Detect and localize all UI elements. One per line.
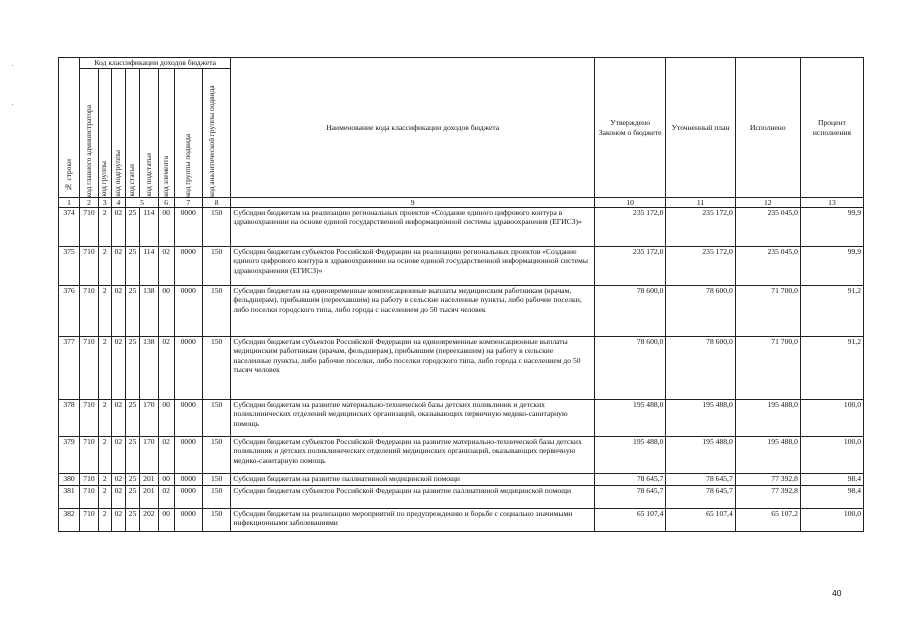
subtype-group-code-cell: 0000 — [174, 286, 202, 337]
admin-code-cell: 710 — [80, 437, 99, 474]
subgroup-code-cell: 02 — [111, 486, 126, 509]
refined-amount-cell: 195 488,0 — [666, 437, 735, 474]
article-code-cell: 25 — [126, 337, 140, 400]
subgroup-code-cell: 02 — [111, 208, 126, 247]
header-element-code: код элемента — [158, 69, 174, 198]
column-number: 9 — [231, 198, 595, 208]
analytic-group-code-cell: 150 — [202, 400, 230, 437]
executed-amount-cell: 71 700,0 — [735, 286, 800, 337]
revenue-name-cell: Субсидии бюджетам на развитие паллиативной медицинской помощи — [231, 474, 595, 486]
header-group-code: код группы — [98, 69, 111, 198]
element-code-cell: 02 — [158, 247, 174, 286]
column-number-row — [59, 198, 864, 208]
element-code-cell: 02 — [158, 486, 174, 509]
execution-percent-cell: 100,0 — [800, 400, 863, 437]
subarticle-code-cell: 138 — [139, 286, 158, 337]
column-number: 3 — [98, 198, 111, 208]
article-code-cell: 25 — [126, 400, 140, 437]
table-row — [59, 337, 864, 400]
revenue-name-cell: Субсидии бюджетам субъектов Российской Федерации на развитие материально-технической базы детских поликлиник и детских поликлинических отделений медицинских организаций, оказывающих первичную медико-санитарную помощь — [231, 437, 595, 474]
group-code-cell: 2 — [98, 337, 111, 400]
execution-percent-cell: 100,0 — [800, 437, 863, 474]
group-code-cell: 2 — [98, 208, 111, 247]
approved-amount-cell: 195 488,0 — [594, 437, 665, 474]
refined-amount-cell: 78 600,0 — [666, 337, 735, 400]
execution-percent-cell: 98,4 — [800, 486, 863, 509]
approved-amount-cell: 195 488,0 — [594, 400, 665, 437]
row-number-cell: 374 — [59, 208, 80, 247]
header-approved: Утверждено Законом о бюджете — [594, 58, 665, 198]
article-code-cell: 25 — [126, 509, 140, 532]
article-code-cell: 25 — [126, 437, 140, 474]
table-row — [59, 509, 864, 532]
column-number: 5 — [126, 198, 159, 208]
subarticle-code-cell: 201 — [139, 474, 158, 486]
revenue-name-cell: Субсидии бюджетам на единовременные компенсационные выплаты медицинским работникам (врачам, фельдшерам), прибывшим (переехавшим) на работу в сельские населенные пункты, либо рабочие поселки, либо поселки городского типа, либо города с населением до 50 тысяч человек — [231, 286, 595, 337]
subgroup-code-cell: 02 — [111, 286, 126, 337]
admin-code-cell: 710 — [80, 208, 99, 247]
refined-amount-cell: 195 488,0 — [666, 400, 735, 437]
approved-amount-cell: 78 645,7 — [594, 486, 665, 509]
admin-code-cell: 710 — [80, 286, 99, 337]
row-number-cell: 382 — [59, 509, 80, 532]
table-row — [59, 247, 864, 286]
subtype-group-code-cell: 0000 — [174, 437, 202, 474]
header-article-code: код статьи — [126, 69, 140, 198]
subarticle-code-cell: 114 — [139, 247, 158, 286]
budget-revenue-table — [58, 57, 864, 532]
column-number: 1 — [59, 198, 80, 208]
approved-amount-cell: 78 600,0 — [594, 337, 665, 400]
article-code-cell: 25 — [126, 247, 140, 286]
subarticle-code-cell: 170 — [139, 437, 158, 474]
element-code-cell: 02 — [158, 437, 174, 474]
analytic-group-code-cell: 150 — [202, 474, 230, 486]
subarticle-code-cell: 114 — [139, 208, 158, 247]
subarticle-code-cell: 138 — [139, 337, 158, 400]
header-refined: Уточненный план — [666, 58, 735, 198]
refined-amount-cell: 78 600,0 — [666, 286, 735, 337]
subarticle-code-cell: 202 — [139, 509, 158, 532]
execution-percent-cell: 91,2 — [800, 337, 863, 400]
subgroup-code-cell: 02 — [111, 437, 126, 474]
revenue-name-cell: Субсидии бюджетам субъектов Российской Федерации на развитие паллиативной медицинской помощи — [231, 486, 595, 509]
executed-amount-cell: 77 392,8 — [735, 474, 800, 486]
subtype-group-code-cell: 0000 — [174, 247, 202, 286]
executed-amount-cell: 235 045,0 — [735, 247, 800, 286]
subtype-group-code-cell: 0000 — [174, 486, 202, 509]
refined-amount-cell: 65 107,4 — [666, 509, 735, 532]
header-classification-group: Код классификации доходов бюджета — [80, 58, 231, 69]
subarticle-code-cell: 201 — [139, 486, 158, 509]
revenue-name-cell: Субсидии бюджетам на реализацию мероприятий по предупреждению и борьбе с социально значимыми инфекционными заболеваниями — [231, 509, 595, 532]
table-row — [59, 437, 864, 474]
admin-code-cell: 710 — [80, 400, 99, 437]
execution-percent-cell: 100,0 — [800, 509, 863, 532]
header-subgroup-code: код подгруппы — [111, 69, 126, 198]
group-code-cell: 2 — [98, 247, 111, 286]
admin-code-cell: 710 — [80, 474, 99, 486]
executed-amount-cell: 65 107,2 — [735, 509, 800, 532]
row-number-cell: 378 — [59, 400, 80, 437]
column-number: 10 — [594, 198, 665, 208]
row-number-cell: 375 — [59, 247, 80, 286]
column-number: 7 — [174, 198, 202, 208]
group-code-cell: 2 — [98, 437, 111, 474]
execution-percent-cell: 98,4 — [800, 474, 863, 486]
subgroup-code-cell: 02 — [111, 400, 126, 437]
executed-amount-cell: 195 488,0 — [735, 400, 800, 437]
group-code-cell: 2 — [98, 509, 111, 532]
subgroup-code-cell: 02 — [111, 509, 126, 532]
admin-code-cell: 710 — [80, 337, 99, 400]
group-code-cell: 2 — [98, 486, 111, 509]
table-row — [59, 208, 864, 247]
element-code-cell: 00 — [158, 208, 174, 247]
execution-percent-cell: 91,2 — [800, 286, 863, 337]
article-code-cell: 25 — [126, 474, 140, 486]
executed-amount-cell: 195 488,0 — [735, 437, 800, 474]
subtype-group-code-cell: 0000 — [174, 509, 202, 532]
row-number-cell: 381 — [59, 486, 80, 509]
header-row-number: № строки — [59, 58, 80, 198]
analytic-group-code-cell: 150 — [202, 486, 230, 509]
scan-mark — [12, 104, 13, 105]
refined-amount-cell: 235 172,0 — [666, 208, 735, 247]
execution-percent-cell: 99,9 — [800, 208, 863, 247]
group-code-cell: 2 — [98, 400, 111, 437]
article-code-cell: 25 — [126, 286, 140, 337]
scan-mark — [12, 65, 13, 66]
admin-code-cell: 710 — [80, 509, 99, 532]
refined-amount-cell: 78 645,7 — [666, 474, 735, 486]
column-number: 13 — [800, 198, 863, 208]
article-code-cell: 25 — [126, 208, 140, 247]
header-executed: Исполнено — [735, 58, 800, 198]
group-code-cell: 2 — [98, 474, 111, 486]
header-percent: Процент исполнения — [800, 58, 863, 198]
table-row — [59, 474, 864, 486]
refined-amount-cell: 78 645,7 — [666, 486, 735, 509]
column-number: 12 — [735, 198, 800, 208]
approved-amount-cell: 65 107,4 — [594, 509, 665, 532]
subtype-group-code-cell: 0000 — [174, 400, 202, 437]
approved-amount-cell: 78 600,0 — [594, 286, 665, 337]
analytic-group-code-cell: 150 — [202, 286, 230, 337]
subgroup-code-cell: 02 — [111, 474, 126, 486]
element-code-cell: 00 — [158, 474, 174, 486]
executed-amount-cell: 77 392,8 — [735, 486, 800, 509]
analytic-group-code-cell: 150 — [202, 247, 230, 286]
column-number: 2 — [80, 198, 99, 208]
table-row — [59, 486, 864, 509]
column-number: 11 — [666, 198, 735, 208]
row-number-cell: 377 — [59, 337, 80, 400]
approved-amount-cell: 78 645,7 — [594, 474, 665, 486]
execution-percent-cell: 99,9 — [800, 247, 863, 286]
header-admin-code: код главного администратора — [80, 69, 99, 198]
column-number: 4 — [111, 198, 126, 208]
table-row — [59, 400, 864, 437]
subgroup-code-cell: 02 — [111, 247, 126, 286]
header-name: Наименование кода классификации доходов бюджета — [231, 58, 595, 198]
subgroup-code-cell: 02 — [111, 337, 126, 400]
column-number: 6 — [158, 198, 174, 208]
admin-code-cell: 710 — [80, 247, 99, 286]
approved-amount-cell: 235 172,0 — [594, 208, 665, 247]
revenue-name-cell: Субсидии бюджетам на реализацию региональных проектов «Создание единого цифрового контура в здравоохранении на основе единой государственной информационной системы здравоохранения (ЕГИСЗ)» — [231, 208, 595, 247]
element-code-cell: 00 — [158, 509, 174, 532]
column-number: 8 — [202, 198, 230, 208]
page-number: 40 — [832, 588, 842, 598]
row-number-cell: 376 — [59, 286, 80, 337]
element-code-cell: 00 — [158, 400, 174, 437]
subarticle-code-cell: 170 — [139, 400, 158, 437]
analytic-group-code-cell: 150 — [202, 437, 230, 474]
row-number-cell: 379 — [59, 437, 80, 474]
element-code-cell: 02 — [158, 337, 174, 400]
table-body — [59, 208, 864, 532]
table-row — [59, 286, 864, 337]
analytic-group-code-cell: 150 — [202, 337, 230, 400]
subtype-group-code-cell: 0000 — [174, 474, 202, 486]
header-subarticle-code: код подстатьи — [139, 69, 158, 198]
analytic-group-code-cell: 150 — [202, 509, 230, 532]
row-number-cell: 380 — [59, 474, 80, 486]
refined-amount-cell: 235 172,0 — [666, 247, 735, 286]
analytic-group-code-cell: 150 — [202, 208, 230, 247]
revenue-name-cell: Субсидии бюджетам субъектов Российской Федерации на единовременные компенсационные выплаты медицинским работникам (врачам, фельдшерам), прибывшим (переехавшим) на работу в сельские населенные пункты, либо рабочие поселки, либо поселки городского типа, либо города с населением до 50 тысяч человек — [231, 337, 595, 400]
header-analytic-group-code: код аналитической группы подвида — [202, 69, 230, 198]
group-code-cell: 2 — [98, 286, 111, 337]
revenue-name-cell: Субсидии бюджетам на развитие материально-технической базы детских поликлиник и детских поликлинических отделений медицинских организаций, оказывающих первичную медико-санитарную помощь — [231, 400, 595, 437]
subtype-group-code-cell: 0000 — [174, 337, 202, 400]
admin-code-cell: 710 — [80, 486, 99, 509]
header-subtype-group-code: код группы подвида — [174, 69, 202, 198]
element-code-cell: 00 — [158, 286, 174, 337]
article-code-cell: 25 — [126, 486, 140, 509]
approved-amount-cell: 235 172,0 — [594, 247, 665, 286]
executed-amount-cell: 235 045,0 — [735, 208, 800, 247]
revenue-name-cell: Субсидии бюджетам субъектов Российской Федерации на реализацию региональных проектов «Создание единого цифрового контура в здравоохранении на основе единой государственной информационной системы здравоохранения (ЕГИСЗ)» — [231, 247, 595, 286]
executed-amount-cell: 71 700,0 — [735, 337, 800, 400]
subtype-group-code-cell: 0000 — [174, 208, 202, 247]
